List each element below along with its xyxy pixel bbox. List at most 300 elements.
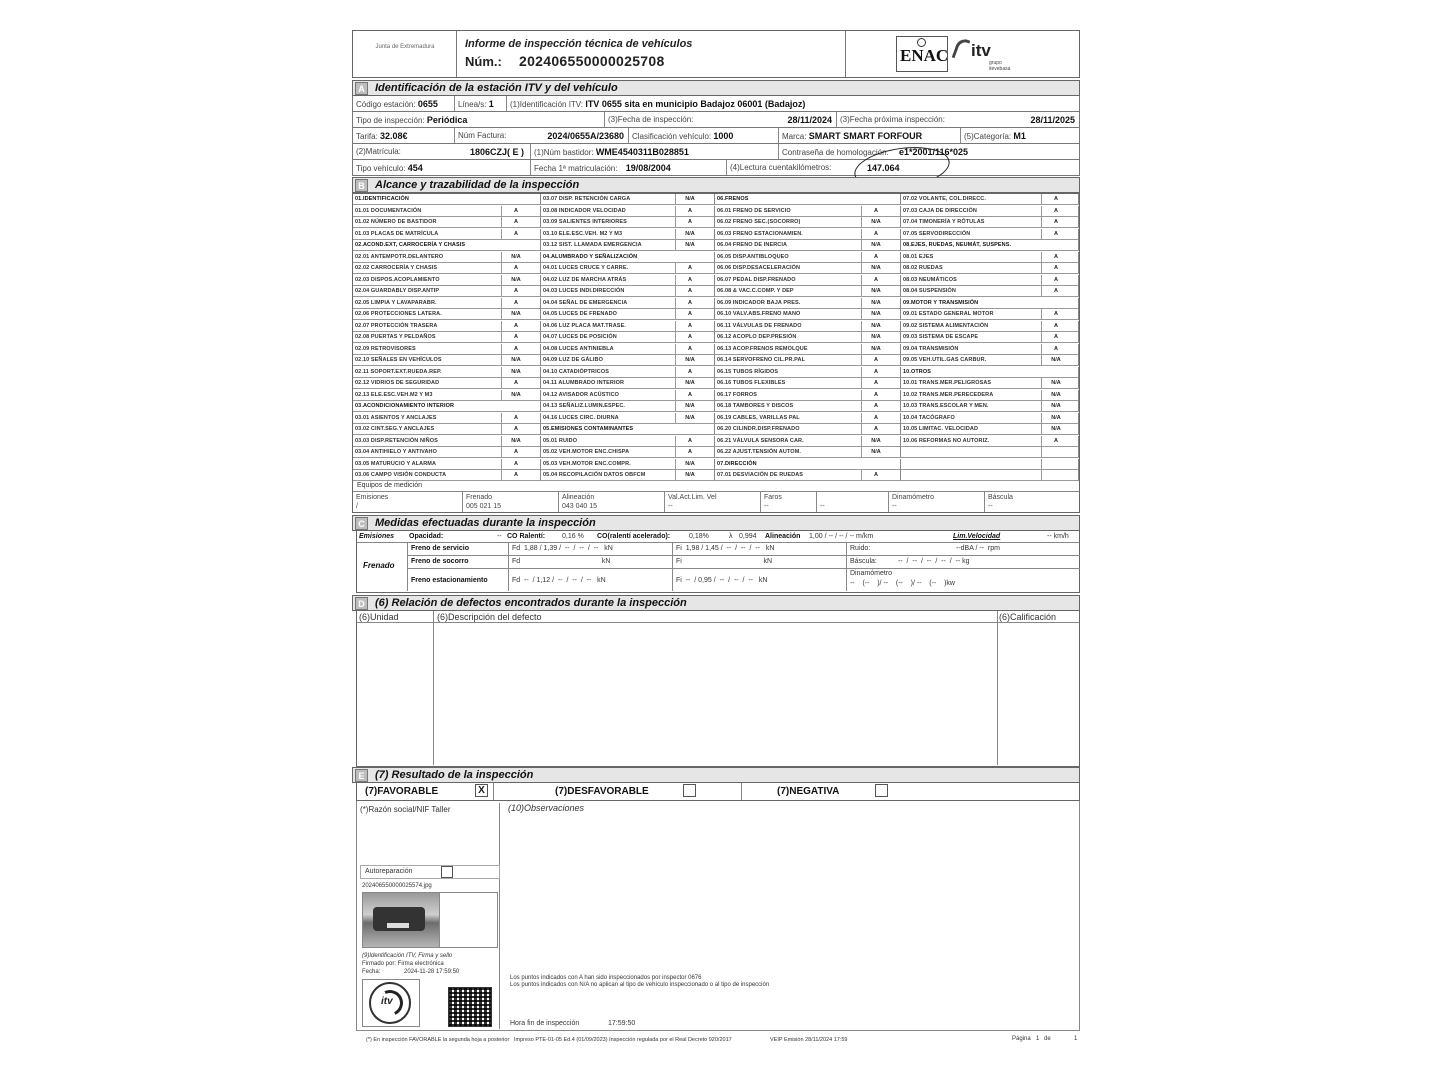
checklist-item [353, 413, 541, 424]
unfavorable-checkbox[interactable] [683, 784, 696, 797]
checklist-item [715, 378, 901, 389]
checklist-item-label: 04.10 CATADIÓPTRICOS [543, 368, 609, 375]
checklist-item-result: A [514, 449, 518, 455]
checklist-item-label: 06.07 PEDAL DISP.FRENADO [717, 276, 796, 283]
checklist-item [715, 252, 901, 263]
section-letter-a: A [355, 82, 368, 95]
checklist-group-header [541, 424, 715, 435]
equipment-headlights-2: -- [817, 492, 889, 512]
unit-column-header: (6)Unidad [359, 612, 399, 622]
checklist-item [901, 263, 1079, 274]
checklist-item-result: N/A [685, 230, 695, 237]
equipment-dynamometer: Dinamómetro -- [889, 492, 985, 512]
checklist-item-label: 01.01 DOCUMENTACIÓN [355, 207, 422, 214]
equipment-label: Equipos de medición [357, 482, 422, 489]
checklist-item-result: N/A [871, 265, 881, 271]
checklist-item [901, 355, 1079, 366]
checklist-item-result: A [874, 391, 878, 398]
checklist-item [353, 206, 541, 217]
checklist-item [901, 447, 1079, 458]
checklist-item-label: 06.05 DISP.ANTIBLOQUEO [717, 253, 789, 260]
section-c-header [352, 515, 1080, 531]
checklist-item-result: N/A [511, 357, 521, 363]
checklist-item [541, 447, 715, 458]
next-inspection-date-field: (3)Fecha próxima inspección: 28/11/2025 [840, 115, 1075, 125]
checklist-item-label: 06.06 DISP.DESACELERACIÓN [717, 265, 801, 271]
checklist-item [901, 286, 1079, 297]
checklist-item-result: A [514, 207, 518, 214]
checklist-item-result: N/A [871, 311, 881, 317]
checklist-item-label: 01.03 PLACAS DE MATRÍCULA [355, 230, 439, 237]
checklist-item-label: 10.05 LIMITAC. VELOCIDAD [903, 426, 979, 432]
checklist-item-result: N/A [511, 368, 521, 375]
checklist-item [715, 229, 901, 240]
checklist-item [901, 217, 1079, 228]
checklist-item-result: A [874, 414, 878, 421]
checklist-item [715, 413, 901, 424]
checklist-item [715, 240, 901, 251]
checklist-item-result: N/A [685, 472, 695, 478]
report-number-label: Núm.: [465, 54, 502, 69]
section-b-header [352, 177, 1080, 193]
checklist-item-label: 03.12 SIST. LLAMADA EMERGENCIA [543, 242, 642, 248]
billing-row [352, 128, 1080, 144]
checklist-item-result: N/A [1051, 403, 1061, 409]
checklist-item-label: 05.04 RECOPILACIÓN DATOS OBFCM [543, 472, 646, 478]
checklist-item [901, 206, 1079, 217]
checklist-item [353, 355, 541, 366]
equipment-alignment: Alineación 043 040 15 [559, 492, 665, 512]
checklist-item-result: A [1054, 437, 1058, 444]
checklist-item-label: 03.03 DISP.RETENCIÓN NIÑOS [355, 437, 438, 444]
section-a-header [352, 80, 1080, 96]
equipment-headlights: Faros -- [761, 492, 817, 512]
checklist-item-label: 06.14 SERVOFRENO CIL.PR.PAL [717, 357, 806, 363]
checklist-item-label: 06.13 ACOP.FRENOS REMOLQUE [717, 345, 808, 352]
checklist-item-label: 02.02 CARROCERÍA Y CHASIS [355, 265, 438, 271]
checklist-item-label: 07.03 CAJA DE DIRECCIÓN [903, 207, 977, 214]
station-row [352, 96, 1080, 112]
checklist-item [353, 263, 541, 274]
checklist-item-label: 06.04 FRENO DE INERCIA [717, 242, 788, 248]
checklist-item-result: A [514, 472, 518, 478]
checklist-item [353, 286, 541, 297]
checklist-item-label: 06.02 FRENO SEC.(SOCORRO) [717, 219, 801, 225]
checklist-item-label: 02.13 ELE.ESC.VEH.M2 Y M3 [355, 391, 433, 398]
section-d-title: (6) Relación de defectos encontrados durante la inspección [375, 597, 687, 609]
checklist-item [715, 286, 901, 297]
checklist-item-result: A [1054, 253, 1058, 260]
checklist-item-result: A [874, 403, 878, 409]
checklist-item [901, 401, 1079, 412]
checklist-item-label: 04.08 LUCES ANTINIEBLA [543, 345, 614, 352]
section-e-header [352, 767, 1080, 783]
checklist-item-label: 02.11 SOPORT.EXT.RUEDA.REP. [355, 368, 442, 375]
checklist-item [901, 459, 1079, 470]
checklist-item-label: 03.04 ANTIHIELO Y ANTIVAHO [355, 449, 437, 455]
checklist-item-result: N/A [511, 253, 521, 260]
checklist-item-label: 01.IDENTIFICACIÓN [355, 196, 409, 202]
checklist-item-result: N/A [871, 288, 881, 294]
checklist-item-label: 03.06 CAMPO VISIÓN CONDUCTA [355, 472, 447, 478]
checklist-item [353, 332, 541, 343]
checklist-item-label: 02.10 SEÑALES EN VEHÍCULOS [355, 357, 442, 363]
checklist-item-result: A [688, 322, 692, 329]
equipment-brakes: Frenado 005 021 15 [463, 492, 559, 512]
result-row [356, 783, 1080, 801]
checklist-item [715, 447, 901, 458]
emergency-brake-row: Freno de socorro Fd kN Fi kN Báscula: -- / -- / -- / -- / -- kg [408, 556, 1080, 569]
checklist-item [353, 275, 541, 286]
note-inspected-points: Los puntos indicados con A han sido inspeccionados por inspector 0676 [510, 975, 702, 981]
vehicle-type-row [352, 160, 1080, 176]
checklist-item-label: 10.04 TACÓGRAFO [903, 414, 955, 421]
checklist-item-result: A [514, 322, 518, 329]
checklist-item [353, 321, 541, 332]
checklist-item-label: 04.07 LUCES DE POSICIÓN [543, 334, 617, 340]
checklist-item-label: 04.11 ALUMBRADO INTERIOR [543, 380, 625, 386]
inspection-date-field: (3)Fecha de inspección: 28/11/2024 [605, 112, 837, 127]
footer-note: (*) En inspección FAVORABLE la segunda hoja a posterior [366, 1037, 510, 1043]
checklist-item-result: N/A [511, 311, 521, 317]
checklist-item-label: 06.18 TAMBORES Y DISCOS [717, 403, 794, 409]
checklist-item-label: 04.04 SEÑAL DE EMERGENCIA [543, 299, 628, 306]
plate-field: (2)Matrícula: 1806CZJ( E ) [353, 144, 531, 159]
checklist-item [541, 240, 715, 251]
checklist-item-label: 03.01 ASIENTOS Y ANCLAJES [355, 414, 437, 421]
checklist-item-label: 02.08 PUERTAS Y PELDAÑOS [355, 334, 436, 340]
checklist-item-result: A [1054, 219, 1058, 225]
checklist-item [541, 275, 715, 286]
page-total: 1 [1074, 1036, 1078, 1042]
checklist-item-label: 06.20 CILINDR.DISP.FRENADO [717, 426, 800, 432]
checklist-item-label: 06.21 VÁLVULA SENSORA CAR. [717, 437, 804, 444]
checklist-item [541, 229, 715, 240]
issuer-logo: Junta de Extremadura [353, 31, 457, 77]
checklist-item [715, 298, 901, 309]
checklist-item-result: N/A [871, 219, 881, 225]
report-number: 202406550000025708 [519, 53, 665, 69]
checklist-group-header [353, 240, 541, 251]
signed-by: Firmado por: Firma electrónica [362, 961, 444, 967]
checklist-item [715, 390, 901, 401]
checklist-item [901, 390, 1079, 401]
checklist-item-label: 08.01 EJES [903, 253, 934, 260]
checklist-item-result: A [1054, 265, 1058, 271]
checklist-group-header [541, 252, 715, 263]
checklist-item [353, 470, 541, 481]
section-letter-c: C [355, 517, 368, 530]
checklist-item [715, 309, 901, 320]
checklist-item [353, 378, 541, 389]
checklist-item-label: 02.01 ANTEMPOTR.DELANTERO [355, 253, 444, 260]
section-d-header [352, 595, 1080, 611]
checklist-item [901, 229, 1079, 240]
checklist-item [901, 309, 1079, 320]
checklist-item-label: 06.08 & VAC.C.COMP. Y DEP [717, 288, 794, 294]
rating-column-header: (6)Calificación [999, 612, 1057, 622]
checklist-item-result: A [874, 368, 878, 375]
inspection-checklist [352, 193, 1080, 481]
checklist-item-label: 04.02 LUZ DE MARCHA ATRÁS [543, 276, 627, 283]
workshop-label: (*)Razón social/NIF Taller [360, 805, 451, 814]
checklist-item-result: A [874, 207, 878, 214]
checklist-item-result: A [1054, 345, 1058, 352]
checklist-item-result: A [688, 265, 692, 271]
section-letter-d: D [355, 597, 368, 610]
emissions-row: Emisiones Opacidad: -- CO Ralentí: 0,16 % CO(ralentí acelerado): 0,18% λ 0,994 Alineación 1,00 / -- / -- / -- m/km Lim.Velocidad -- km/h [357, 531, 1079, 543]
checklist-item [353, 436, 541, 447]
checklist-item-result: N/A [685, 380, 695, 386]
checklist-item-result: N/A [871, 322, 881, 329]
self-repair-row: Autoreparación [360, 865, 500, 879]
checklist-item-result: N/A [685, 196, 695, 202]
favorable-checkbox[interactable]: X [475, 784, 488, 797]
checklist-item-result: A [688, 299, 692, 306]
checklist-item-label: 04.ALUMBRADO Y SEÑALIZACIÓN [543, 253, 638, 260]
equipment-speed-limiter: Val.Act.Lim. Vel -- [665, 492, 761, 512]
negative-label: (7)NEGATIVA [777, 786, 840, 797]
checklist-item-result: A [874, 357, 878, 363]
report-title: Informe de inspección técnica de vehículos [465, 38, 693, 50]
checklist-item [715, 263, 901, 274]
section-letter-e: E [355, 769, 368, 782]
checklist-item [541, 332, 715, 343]
vehicle-classification-field: Clasificación vehículo: 1000 [629, 128, 779, 143]
checklist-item-label: 03.09 SALIENTES INTERIORES [543, 219, 627, 225]
checklist-item [353, 344, 541, 355]
checklist-item-result: N/A [685, 357, 695, 363]
checklist-item [541, 459, 715, 470]
checklist-item-label: 03.05 MATURUCIO Y ALARMA [355, 460, 437, 467]
equipment-row [353, 491, 1079, 512]
checklist-item-label: 06.12 ACOPLO DEP.PRESIÓN [717, 334, 797, 340]
checklist-item-label: 06.15 TUBOS RÍGIDOS [717, 368, 779, 375]
checklist-item-result: N/A [871, 334, 881, 340]
checklist-item [541, 309, 715, 320]
report-header [352, 30, 1080, 78]
checklist-group-header [901, 298, 1079, 309]
checklist-item-result: A [688, 449, 692, 455]
section-a-title: Identificación de la estación ITV y del vehículo [375, 82, 618, 94]
odometer-field: (4)Lectura cuentakilómetros: 147.064 [730, 163, 900, 173]
checklist-item [901, 470, 1079, 481]
checklist-item [541, 344, 715, 355]
checklist-item-label: 02.07 PROTECCIÓN TRASERA [355, 322, 438, 329]
checklist-item-result: A [688, 437, 692, 444]
checklist-item [353, 252, 541, 263]
checklist-item-label: 06.17 FORROS [717, 391, 758, 398]
checklist-item-label: 03.08 INDICADOR VELOCIDAD [543, 207, 626, 214]
checklist-item-result: A [688, 311, 692, 317]
note-not-applicable: Los puntos indicados con N/A no aplican al tipo de vehículo inspeccionado o al tipo de inspección [510, 982, 770, 988]
checklist-item-result: A [514, 265, 518, 271]
signature-label: (9)Identificación ITV, Firma y sello [362, 953, 453, 959]
page-number: 1 [1036, 1036, 1040, 1042]
checklist-item [901, 252, 1079, 263]
checklist-item [541, 263, 715, 274]
negative-checkbox[interactable] [875, 784, 888, 797]
checklist-item-result: N/A [511, 391, 521, 398]
checklist-item-label: 02.09 RETROVISORES [355, 345, 416, 352]
checklist-item-result: A [514, 288, 518, 294]
checklist-item-label: 04.16 LUCES CIRC. DIURNA [543, 414, 619, 421]
checklist-item-label: 02.03 DISPOS.ACOPLAMIENTO [355, 276, 440, 283]
logo-divider [845, 31, 846, 77]
checklist-item-result: N/A [871, 345, 881, 352]
checklist-item [353, 459, 541, 470]
equipment-emissions: Emisiones / [353, 492, 463, 512]
inspection-type-field: Tipo de inspección: Periódica [353, 112, 605, 127]
checklist-item [541, 286, 715, 297]
checklist-item-label: 04.01 LUCES CRUCE Y CARRE. [543, 265, 629, 271]
checklist-item-result: A [688, 334, 692, 340]
checklist-item [715, 355, 901, 366]
checklist-item-label: 05.02 VEH.MOTOR ENC.CHISPA [543, 449, 630, 455]
checklist-item [901, 378, 1079, 389]
checklist-item-label: 06.01 FRENO DE SERVICIO [717, 207, 791, 214]
checklist-item-label: 03.ACONDICIONAMIENTO INTERIOR [355, 403, 455, 409]
checklist-item-label: 07.DIRECCIÓN [717, 460, 757, 467]
checklist-item-result: A [688, 391, 692, 398]
checklist-item-result: N/A [871, 449, 881, 455]
signature-date: 2024-11-28 17:59:50 [404, 969, 460, 975]
checklist-item-result: A [874, 426, 878, 432]
fee-field: Tarifa: 32.08€ [353, 128, 455, 143]
checklist-item [541, 367, 715, 378]
checklist-item-result: A [1054, 207, 1058, 214]
registration-row [352, 144, 1080, 160]
checklist-item [353, 390, 541, 401]
first-registration-field: Fecha 1ª matriculación: 19/08/2004 [531, 160, 727, 175]
checklist-item-result: A [514, 426, 518, 432]
observations-label: (10)Observaciones [508, 803, 585, 813]
checklist-group-header [715, 459, 901, 470]
measurements-table [356, 531, 1080, 593]
checklist-item-label: 05.01 RUIDO [543, 437, 578, 444]
checklist-item-label: 03.02 CINT.SEG.Y ANCLAJES [355, 426, 435, 432]
checklist-item-result: A [688, 207, 692, 214]
checklist-item [541, 413, 715, 424]
checklist-item-label: 06.03 FRENO ESTACIONAMIEN. [717, 230, 803, 237]
checklist-item [353, 424, 541, 435]
checklist-item [353, 298, 541, 309]
checklist-item-label: 03.07 DISP. RETENCIÓN CARGA [543, 196, 631, 202]
checklist-item [353, 309, 541, 320]
checklist-item-result: A [1054, 288, 1058, 294]
checklist-item-result: A [1054, 276, 1058, 283]
checklist-item-label: 10.02 TRANS.MER.PERECEDERA [903, 391, 994, 398]
checklist-item-label: 09.05 VEH.UTIL.GAS CARBUR. [903, 357, 987, 363]
itv-swoosh-icon [952, 37, 971, 62]
checklist-item-result: N/A [511, 437, 521, 444]
checklist-item-label: 09.MOTOR Y TRANSMISIÓN [903, 299, 979, 306]
checklist-item-label: 08.04 SUSPENSIÓN [903, 288, 956, 294]
checklist-item-result: A [874, 472, 878, 478]
section-letter-b: B [355, 179, 368, 192]
checklist-item [541, 436, 715, 447]
braking-grid [407, 543, 1079, 591]
checklist-item-result: A [1054, 196, 1058, 202]
checklist-item-result: A [688, 219, 692, 225]
checklist-item-label: 02.04 GUARDABLY DISP.ANTIP [355, 288, 440, 294]
checklist-item [353, 229, 541, 240]
checklist-item-result: A [874, 380, 878, 386]
checklist-item [901, 321, 1079, 332]
checklist-item-result: A [688, 368, 692, 375]
section-e-title: (7) Resultado de la inspección [375, 769, 534, 781]
checklist-group-header [901, 367, 1079, 378]
checklist-item [715, 275, 901, 286]
service-brake-row: Freno de servicio Fd 1,88 / 1,39 / -- / -- / -- kN Fi 1,98 / 1,45 / -- / -- / -- kN Ruido: --dBA / -- rpm [408, 543, 1080, 556]
checklist-item-label: 08.02 RUEDAS [903, 265, 943, 271]
checklist-item [901, 436, 1079, 447]
checklist-item-result: A [1054, 322, 1058, 329]
checklist-item [901, 344, 1079, 355]
checklist-item-result: A [874, 276, 878, 283]
checklist-item-result: A [1054, 230, 1058, 237]
signature-date-label: Fecha: [362, 969, 381, 975]
checklist-item-label: 09.04 TRANSMISIÓN [903, 345, 959, 352]
checklist-item-label: 07.04 TIMONERÍA Y RÓTULAS [903, 219, 985, 225]
checklist-item-result: A [514, 334, 518, 340]
checklist-item-label: 06.FRENOS [717, 196, 749, 202]
itv-stamp-icon: itv [369, 982, 411, 1024]
checklist-item-result: A [688, 345, 692, 352]
checklist-item-label: 04.12 AVISADOR ACÚSTICO [543, 391, 620, 398]
checklist-item [541, 355, 715, 366]
description-column-header: (6)Descripción del defecto [437, 612, 542, 622]
photo-filename: 202406550000025574.jpg [362, 883, 432, 889]
checklist-item-label: 02.05 LIMPIA Y LAVAPARABR. [355, 299, 437, 306]
checklist-item [901, 332, 1079, 343]
checklist-item-label: 06.19 CABLES, VARILLAS PAL [717, 414, 800, 421]
checklist-item [715, 424, 901, 435]
checklist-item-label: 06.09 INDICADOR BAJA PRES. [717, 299, 801, 306]
page-label: Página [1012, 1036, 1031, 1042]
checklist-item-label: 06.11 VÁLVULAS DE FRENADO [717, 322, 802, 329]
end-time-label: Hora fin de inspección [510, 1020, 580, 1027]
checklist-item [353, 217, 541, 228]
parking-brake-row: Freno estacionamiento Fd -- / 1,12 / -- / -- / -- kN Fi -- / 0,95 / -- / -- / -- kN Dinamómetro -- (-- )/ -- (-- )/ -- (-- )kw [411, 570, 955, 587]
checklist-item [715, 401, 901, 412]
checklist-item-label: 04.06 LUZ PLACA MAT.TRASE. [543, 322, 626, 329]
make-field: Marca: SMART SMART FORFOUR [779, 128, 961, 143]
checklist-item [541, 217, 715, 228]
checklist-item-result: A [1054, 311, 1058, 317]
footer-print-info: Impreso PTE-01-05 Ed.4 (01/09/2023) Inspección regulada por el Real Decreto 920/2017 [514, 1037, 732, 1043]
defects-table [356, 611, 1080, 767]
checklist-item-result: A [874, 230, 878, 237]
checklist-item [541, 321, 715, 332]
checklist-item-label: 02.12 VIDRIOS DE SEGURIDAD [355, 380, 440, 386]
checklist-item-result: N/A [1051, 426, 1061, 432]
checklist-item-label: 07.02 VOLANTE, COL.DIRECC. [903, 196, 986, 202]
checklist-item-label: 10.01 TRANS.MER.PELIGROSAS [903, 380, 992, 386]
checklist-item-result: A [514, 230, 518, 237]
checklist-item [715, 470, 901, 481]
checklist-item-label: 02.06 PROTECCIONES LATERA. [355, 311, 442, 317]
checklist-item [541, 401, 715, 412]
checklist-item-label: 04.09 LUZ DE GÁLIBO [543, 357, 603, 363]
checklist-group-header [353, 194, 541, 205]
checklist-item-label: 06.10 VALV.ABS.FRENO MANO [717, 311, 801, 317]
checklist-item-label: 04.03 LUCES INDI.DIRECCIÓN [543, 288, 625, 294]
checklist-item-result: N/A [1051, 380, 1061, 386]
category-field: (5)Categoría: M1 [964, 131, 1026, 141]
checklist-item-result: N/A [511, 276, 521, 283]
checklist-item-label: 01.02 NÚMERO DE BASTIDOR [355, 219, 437, 225]
